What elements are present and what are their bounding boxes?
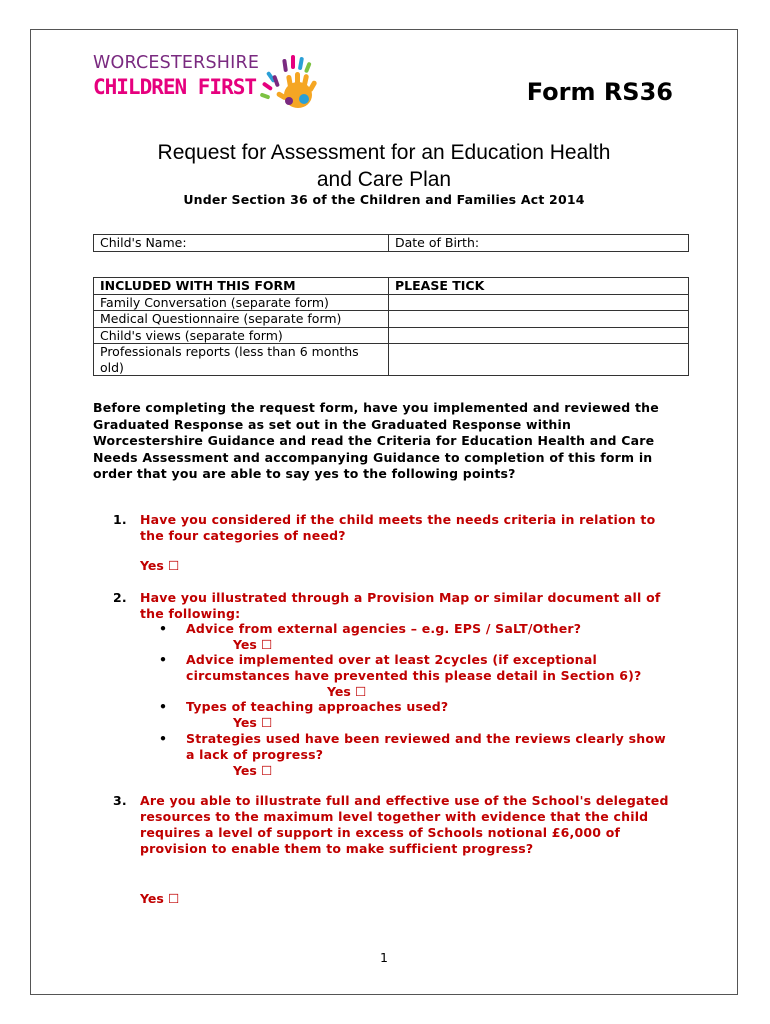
page-number: 1	[380, 950, 388, 965]
question-text: Have you considered if the child meets the needs criteria in relation to the four categories of need?	[140, 512, 656, 543]
form-id: Form RS36	[526, 78, 673, 106]
logo-line2: CHILDREN FIRST	[93, 75, 257, 99]
yes-checkbox-b4[interactable]: Yes ☐	[233, 763, 273, 778]
table-row	[94, 327, 689, 344]
handprint-icon	[249, 53, 334, 115]
page-subtitle: Under Section 36 of the Children and Families Act 2014	[183, 192, 585, 207]
bullet-text: Advice implemented over at least 2cycles (if exceptional circumstances have prevented this please detail in Section 6)?	[186, 652, 642, 683]
bullet-item	[159, 652, 679, 684]
question-number: 1.	[113, 512, 127, 527]
logo-line1: WORCESTERSHIRE	[93, 53, 260, 73]
included-item: Professionals reports (less than 6 months old)	[94, 344, 389, 376]
bullet-item	[159, 699, 679, 715]
bullet-text: Advice from external agencies – e.g. EPS / SaLT/Other?	[186, 621, 582, 636]
document-page	[30, 29, 738, 995]
tick-cell[interactable]	[389, 294, 689, 311]
question-number: 2.	[113, 590, 127, 605]
included-item: Child's views (separate form)	[94, 327, 389, 344]
page-title	[31, 139, 737, 193]
tick-cell[interactable]	[389, 327, 689, 344]
bullet-text: Strategies used have been reviewed and the reviews clearly show a lack of progress?	[186, 731, 666, 762]
intro-paragraph: Before completing the request form, have you implemented and reviewed the Graduated Response as set out in the Graduated Response within Worcestershire Guidance and read the Criteria for Education Health and Care Needs Assessment and accompanying Guidance to completion of this form in order that you are able to say yes to the following points?	[93, 400, 659, 482]
title-line1: Request for Assessment for an Education Health	[157, 141, 611, 164]
table-row	[94, 294, 689, 311]
worcestershire-children-first-logo	[93, 53, 333, 127]
table-row	[94, 344, 689, 376]
bullet-text: Types of teaching approaches used?	[186, 699, 449, 714]
bullet-symbol: •	[159, 731, 168, 746]
included-item: Medical Questionnaire (separate form)	[94, 311, 389, 328]
bullet-item	[159, 731, 679, 763]
table-row	[94, 311, 689, 328]
included-item: Family Conversation (separate form)	[94, 294, 389, 311]
bullet-item	[159, 621, 679, 637]
included-documents-table	[93, 277, 689, 376]
question-1	[113, 512, 673, 544]
yes-checkbox-q1[interactable]: Yes ☐	[140, 558, 180, 573]
title-line2: and Care Plan	[316, 168, 452, 191]
yes-checkbox-q3[interactable]: Yes ☐	[140, 891, 180, 906]
included-header: INCLUDED WITH THIS FORM	[94, 278, 389, 295]
tick-cell[interactable]	[389, 344, 689, 376]
question-text: Have you illustrated through a Provision Map or similar document all of the following:	[140, 590, 661, 621]
question-2	[113, 590, 673, 622]
yes-checkbox-b1[interactable]: Yes ☐	[233, 637, 273, 652]
child-name-field[interactable]: Child's Name:	[94, 235, 389, 252]
yes-checkbox-b2[interactable]: Yes ☐	[327, 684, 367, 699]
date-of-birth-field[interactable]: Date of Birth:	[389, 235, 689, 252]
bullet-symbol: •	[159, 652, 168, 667]
tick-cell[interactable]	[389, 311, 689, 328]
please-tick-header: PLEASE TICK	[389, 278, 689, 295]
yes-checkbox-b3[interactable]: Yes ☐	[233, 715, 273, 730]
bullet-symbol: •	[159, 699, 168, 714]
question-number: 3.	[113, 793, 127, 808]
child-details-table	[93, 234, 689, 252]
question-text: Are you able to illustrate full and effective use of the School's delegated resources to the maximum level together with evidence that the child requires a level of support in excess of Schools notional £6,000 of provision to enable them to make sufficient progress?	[140, 793, 669, 856]
question-3	[113, 793, 673, 857]
bullet-symbol: •	[159, 621, 168, 636]
